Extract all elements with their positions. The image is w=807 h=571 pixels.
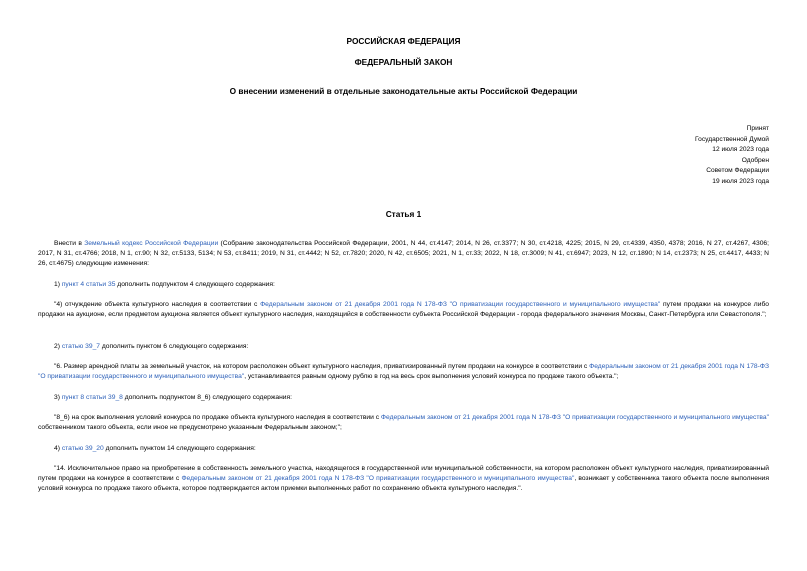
item-number: 3) bbox=[54, 394, 62, 401]
item-text: дополнить пунктом 6 следующего содержания: bbox=[100, 343, 249, 350]
amendment-item bbox=[38, 393, 769, 403]
article-39-20-link[interactable]: статью 39_20 bbox=[61, 445, 104, 452]
item-number: 1) bbox=[54, 281, 62, 288]
item-text: дополнить подпунктом 4 следующего содержания: bbox=[115, 281, 275, 288]
intro-text: (Собрание законодательства Российской Федерации, 2001, N 44, ст.4147; 2014, N 26, ст.3377; N 30, ст.4218, 4225; 2015, N 29, ст.4339, 4350, 4378; 2016, N 27, ст.4267, 4306; 2017, N 31, ст.4766; 2018, N 1, ст.90; N 32, ст.5133, 5134; N 53, ст.8411; 2019, N 31, ст.4442; N 52, ст.7820; 2020, N 42, ст.6505; 2021, N 1, ст.33; 2022, N 18, ст.3009; N 41, ст.6947; 2023, N 12, ст.1890; N 14, ст.2373; N 25, ст.4417, 4433; N 26, ст.4675) следующие изменения: bbox=[38, 240, 769, 267]
item-text: дополнить подпунктом 8_6) следующего содержания: bbox=[122, 394, 293, 401]
privatization-law-link[interactable]: Федеральным законом от 21 декабря 2001 года N 178-ФЗ "О приватизации государственного и муниципального имущества" bbox=[380, 414, 769, 421]
article-39-8-link[interactable]: пункт 8 статьи 39_8 bbox=[61, 394, 123, 401]
privatization-law-link[interactable]: Федеральным законом от 21 декабря 2001 года N 178-ФЗ "О приватизации государственного и муниципального имущества" bbox=[181, 475, 575, 482]
amendment-quote bbox=[38, 464, 769, 494]
approval-date: 19 июля 2023 года bbox=[712, 177, 769, 185]
law-title: О внесении изменений в отдельные законодательные акты Российской Федерации bbox=[229, 86, 578, 96]
article-heading: Статья 1 bbox=[385, 209, 422, 219]
approval-line: Одобрен bbox=[741, 156, 769, 164]
amendment-item bbox=[38, 280, 769, 290]
article-intro bbox=[38, 239, 769, 269]
privatization-law-link[interactable]: Федеральным законом от 21 декабря 2001 года N 178-ФЗ "О приватизации государственного и муниципального имущества" bbox=[38, 363, 769, 380]
privatization-law-link[interactable]: Федеральным законом от 21 декабря 2001 года N 178-ФЗ "О приватизации государственного и муниципального имущества" bbox=[260, 301, 661, 308]
item-number: 4) bbox=[54, 445, 62, 452]
item-text: дополнить пунктом 14 следующего содержания: bbox=[103, 445, 256, 452]
quote-text: , возникает у собственника такого объекта после выполнения условий конкурса по продаже такого объекта, которое подтверждается актом приемки выполненных работ по сохранению объекта культурного наследия.". bbox=[38, 475, 769, 492]
amendment-quote bbox=[38, 413, 769, 433]
amendment-item bbox=[38, 444, 769, 454]
adoption-block bbox=[695, 124, 769, 188]
article-39-7-link[interactable]: статью 39_7 bbox=[61, 343, 101, 350]
land-code-link[interactable]: Земельный кодекс Российской Федерации bbox=[84, 240, 219, 247]
quote-text: путем продажи на конкурсе либо продажи на аукционе, если предметом аукциона является объект культурного наследия, находящийся в собственности субъекта Российской Федерации - города федерального значения Москвы, Санкт-Петербурга или Севастополя."; bbox=[38, 301, 769, 318]
amendment-quote bbox=[38, 300, 769, 320]
approval-line: Советом Федерации bbox=[706, 167, 769, 175]
law-type-heading: ФЕДЕРАЛЬНЫЙ ЗАКОН bbox=[354, 57, 453, 67]
quote-text: собственником такого объекта, если иное не предусмотрено указанным Федеральным законом;"; bbox=[38, 424, 342, 431]
quote-text: "4) отчуждение объекта культурного наследия в соответствии с bbox=[54, 301, 261, 308]
article-35-link[interactable]: пункт 4 статьи 35 bbox=[61, 281, 116, 288]
amendment-quote bbox=[38, 362, 769, 382]
amendment-item bbox=[38, 342, 769, 352]
federation-heading: РОССИЙСКАЯ ФЕДЕРАЦИЯ bbox=[346, 36, 461, 46]
item-number: 2) bbox=[54, 343, 62, 350]
quote-text: "8_6) на срок выполнения условий конкурса по продаже объекта культурного наследия в соответствии с bbox=[54, 414, 381, 421]
quote-text: "6. Размер арендной платы за земельный участок, на котором расположен объект культурного наследия, приватизированный путем продажи на конкурсе в соответствии с bbox=[54, 363, 590, 370]
adoption-line: Принят bbox=[746, 125, 769, 132]
intro-text: Внести в bbox=[54, 240, 85, 247]
adoption-line: Государственной Думой bbox=[695, 135, 769, 143]
quote-text: "14. Исключительное право на приобретение в собственность земельного участка, находящегося в государственной или муниципальной собственности, на котором расположен объект культурного наследия, приватизированный путем продажи на конкурсе в соответствии с bbox=[38, 465, 769, 482]
adoption-date: 12 июля 2023 года bbox=[712, 146, 769, 154]
quote-text: , устанавливается равным одному рублю в год на весь срок выполнения условий конкурса по продаже такого объекта."; bbox=[244, 373, 619, 380]
